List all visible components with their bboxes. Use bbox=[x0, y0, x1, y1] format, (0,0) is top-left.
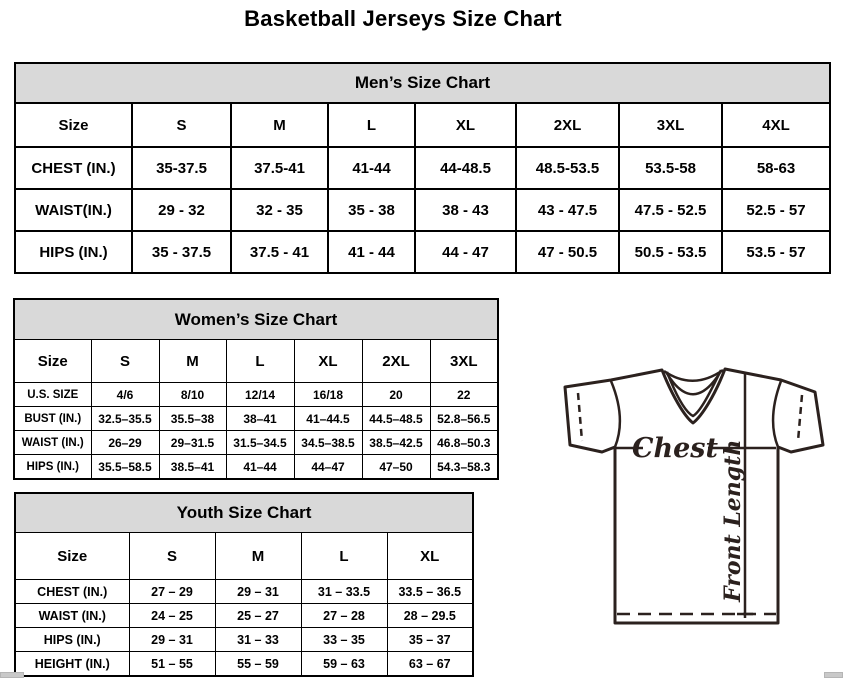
size-value-cell: 29–31.5 bbox=[159, 431, 226, 455]
mens-header-m: M bbox=[231, 103, 328, 147]
womens-header-2xl: 2XL bbox=[362, 340, 430, 383]
youth-chest-row bbox=[15, 580, 473, 604]
size-value-cell: 59 – 63 bbox=[301, 652, 387, 677]
mens-waist-row bbox=[15, 189, 830, 231]
size-value-cell: 52.5 - 57 bbox=[722, 189, 830, 231]
size-value-cell: 35 - 38 bbox=[328, 189, 415, 231]
womens-header-s: S bbox=[91, 340, 159, 383]
womens-header-3xl: 3XL bbox=[430, 340, 498, 383]
youth-header-size: Size bbox=[15, 533, 129, 580]
womens-bust-row bbox=[14, 407, 498, 431]
size-value-cell: 35 – 37 bbox=[387, 628, 473, 652]
womens-us-size-row bbox=[14, 383, 498, 407]
row-label-chest: CHEST (IN.) bbox=[15, 580, 129, 604]
mens-chest-row bbox=[15, 147, 830, 189]
size-value-cell: 48.5-53.5 bbox=[516, 147, 619, 189]
size-value-cell: 26–29 bbox=[91, 431, 159, 455]
mens-header-xl: XL bbox=[415, 103, 516, 147]
size-value-cell: 47 - 50.5 bbox=[516, 231, 619, 273]
youth-header-s: S bbox=[129, 533, 215, 580]
size-value-cell: 27 – 28 bbox=[301, 604, 387, 628]
row-label-height: HEIGHT (IN.) bbox=[15, 652, 129, 677]
size-value-cell: 44–47 bbox=[294, 455, 362, 480]
mens-header-2xl: 2XL bbox=[516, 103, 619, 147]
size-value-cell: 32 - 35 bbox=[231, 189, 328, 231]
size-value-cell: 8/10 bbox=[159, 383, 226, 407]
size-value-cell: 58-63 bbox=[722, 147, 830, 189]
size-value-cell: 20 bbox=[362, 383, 430, 407]
size-value-cell: 31.5–34.5 bbox=[226, 431, 294, 455]
size-value-cell: 31 – 33.5 bbox=[301, 580, 387, 604]
row-label-us-size: U.S. SIZE bbox=[14, 383, 91, 407]
mens-chart-title: Men’s Size Chart bbox=[15, 63, 830, 103]
size-value-cell: 41 - 44 bbox=[328, 231, 415, 273]
size-value-cell: 27 – 29 bbox=[129, 580, 215, 604]
size-value-cell: 35 - 37.5 bbox=[132, 231, 231, 273]
row-label-chest: CHEST (IN.) bbox=[15, 147, 132, 189]
row-label-hips: HIPS (IN.) bbox=[15, 231, 132, 273]
youth-hips-row bbox=[15, 628, 473, 652]
youth-header-xl: XL bbox=[387, 533, 473, 580]
youth-header-row bbox=[15, 533, 473, 580]
size-value-cell: 32.5–35.5 bbox=[91, 407, 159, 431]
size-value-cell: 34.5–38.5 bbox=[294, 431, 362, 455]
womens-header-row bbox=[14, 340, 498, 383]
horizontal-scrollbar-right-button[interactable] bbox=[824, 672, 843, 678]
womens-header-m: M bbox=[159, 340, 226, 383]
youth-chart-title-row bbox=[15, 493, 473, 533]
size-value-cell: 16/18 bbox=[294, 383, 362, 407]
youth-header-m: M bbox=[215, 533, 301, 580]
row-label-hips: HIPS (IN.) bbox=[15, 628, 129, 652]
row-label-hips: HIPS (IN.) bbox=[14, 455, 91, 480]
size-value-cell: 41-44 bbox=[328, 147, 415, 189]
size-value-cell: 29 – 31 bbox=[129, 628, 215, 652]
size-value-cell: 54.3–58.3 bbox=[430, 455, 498, 480]
womens-chart-title-row bbox=[14, 299, 498, 340]
row-label-bust: BUST (IN.) bbox=[14, 407, 91, 431]
size-value-cell: 24 – 25 bbox=[129, 604, 215, 628]
size-value-cell: 37.5 - 41 bbox=[231, 231, 328, 273]
size-value-cell: 29 - 32 bbox=[132, 189, 231, 231]
womens-size-chart-table bbox=[13, 298, 499, 480]
youth-waist-row bbox=[15, 604, 473, 628]
size-value-cell: 50.5 - 53.5 bbox=[619, 231, 722, 273]
front-length-measure-label: Front Length bbox=[720, 439, 746, 602]
size-value-cell: 47.5 - 52.5 bbox=[619, 189, 722, 231]
row-label-waist: WAIST(IN.) bbox=[15, 189, 132, 231]
mens-chart-title-row bbox=[15, 63, 830, 103]
size-value-cell: 53.5 - 57 bbox=[722, 231, 830, 273]
size-value-cell: 29 – 31 bbox=[215, 580, 301, 604]
row-label-waist: WAIST (IN.) bbox=[15, 604, 129, 628]
jersey-measurement-diagram bbox=[545, 355, 843, 635]
size-value-cell: 38.5–42.5 bbox=[362, 431, 430, 455]
womens-hips-row bbox=[14, 455, 498, 480]
size-value-cell: 35-37.5 bbox=[132, 147, 231, 189]
size-value-cell: 41–44.5 bbox=[294, 407, 362, 431]
size-value-cell: 52.8–56.5 bbox=[430, 407, 498, 431]
womens-header-l: L bbox=[226, 340, 294, 383]
chest-measure-label: Chest bbox=[632, 433, 718, 464]
size-value-cell: 25 – 27 bbox=[215, 604, 301, 628]
size-value-cell: 44-48.5 bbox=[415, 147, 516, 189]
row-label-waist: WAIST (IN.) bbox=[14, 431, 91, 455]
mens-header-l: L bbox=[328, 103, 415, 147]
mens-hips-row bbox=[15, 231, 830, 273]
size-value-cell: 35.5–38 bbox=[159, 407, 226, 431]
mens-header-row bbox=[15, 103, 830, 147]
youth-chart-title: Youth Size Chart bbox=[15, 493, 473, 533]
size-value-cell: 33.5 – 36.5 bbox=[387, 580, 473, 604]
size-value-cell: 35.5–58.5 bbox=[91, 455, 159, 480]
size-value-cell: 33 – 35 bbox=[301, 628, 387, 652]
size-value-cell: 51 – 55 bbox=[129, 652, 215, 677]
jersey-outline bbox=[565, 369, 823, 623]
size-value-cell: 37.5-41 bbox=[231, 147, 328, 189]
youth-height-row bbox=[15, 652, 473, 677]
size-value-cell: 12/14 bbox=[226, 383, 294, 407]
size-value-cell: 63 – 67 bbox=[387, 652, 473, 677]
size-value-cell: 28 – 29.5 bbox=[387, 604, 473, 628]
womens-waist-row bbox=[14, 431, 498, 455]
mens-header-size: Size bbox=[15, 103, 132, 147]
size-value-cell: 31 – 33 bbox=[215, 628, 301, 652]
mens-header-4xl: 4XL bbox=[722, 103, 830, 147]
youth-header-l: L bbox=[301, 533, 387, 580]
size-value-cell: 55 – 59 bbox=[215, 652, 301, 677]
size-value-cell: 44 - 47 bbox=[415, 231, 516, 273]
size-value-cell: 38.5–41 bbox=[159, 455, 226, 480]
size-value-cell: 38–41 bbox=[226, 407, 294, 431]
size-value-cell: 43 - 47.5 bbox=[516, 189, 619, 231]
size-value-cell: 46.8–50.3 bbox=[430, 431, 498, 455]
mens-size-chart-table bbox=[14, 62, 831, 274]
page-title: Basketball Jerseys Size Chart bbox=[244, 6, 562, 31]
womens-chart-title: Women’s Size Chart bbox=[14, 299, 498, 340]
womens-header-xl: XL bbox=[294, 340, 362, 383]
size-value-cell: 22 bbox=[430, 383, 498, 407]
size-value-cell: 4/6 bbox=[91, 383, 159, 407]
youth-size-chart-table bbox=[14, 492, 474, 677]
mens-header-s: S bbox=[132, 103, 231, 147]
horizontal-scrollbar-left-button[interactable] bbox=[0, 672, 24, 678]
size-value-cell: 44.5–48.5 bbox=[362, 407, 430, 431]
size-value-cell: 47–50 bbox=[362, 455, 430, 480]
size-value-cell: 41–44 bbox=[226, 455, 294, 480]
size-value-cell: 38 - 43 bbox=[415, 189, 516, 231]
size-value-cell: 53.5-58 bbox=[619, 147, 722, 189]
womens-header-size: Size bbox=[14, 340, 91, 383]
mens-header-3xl: 3XL bbox=[619, 103, 722, 147]
